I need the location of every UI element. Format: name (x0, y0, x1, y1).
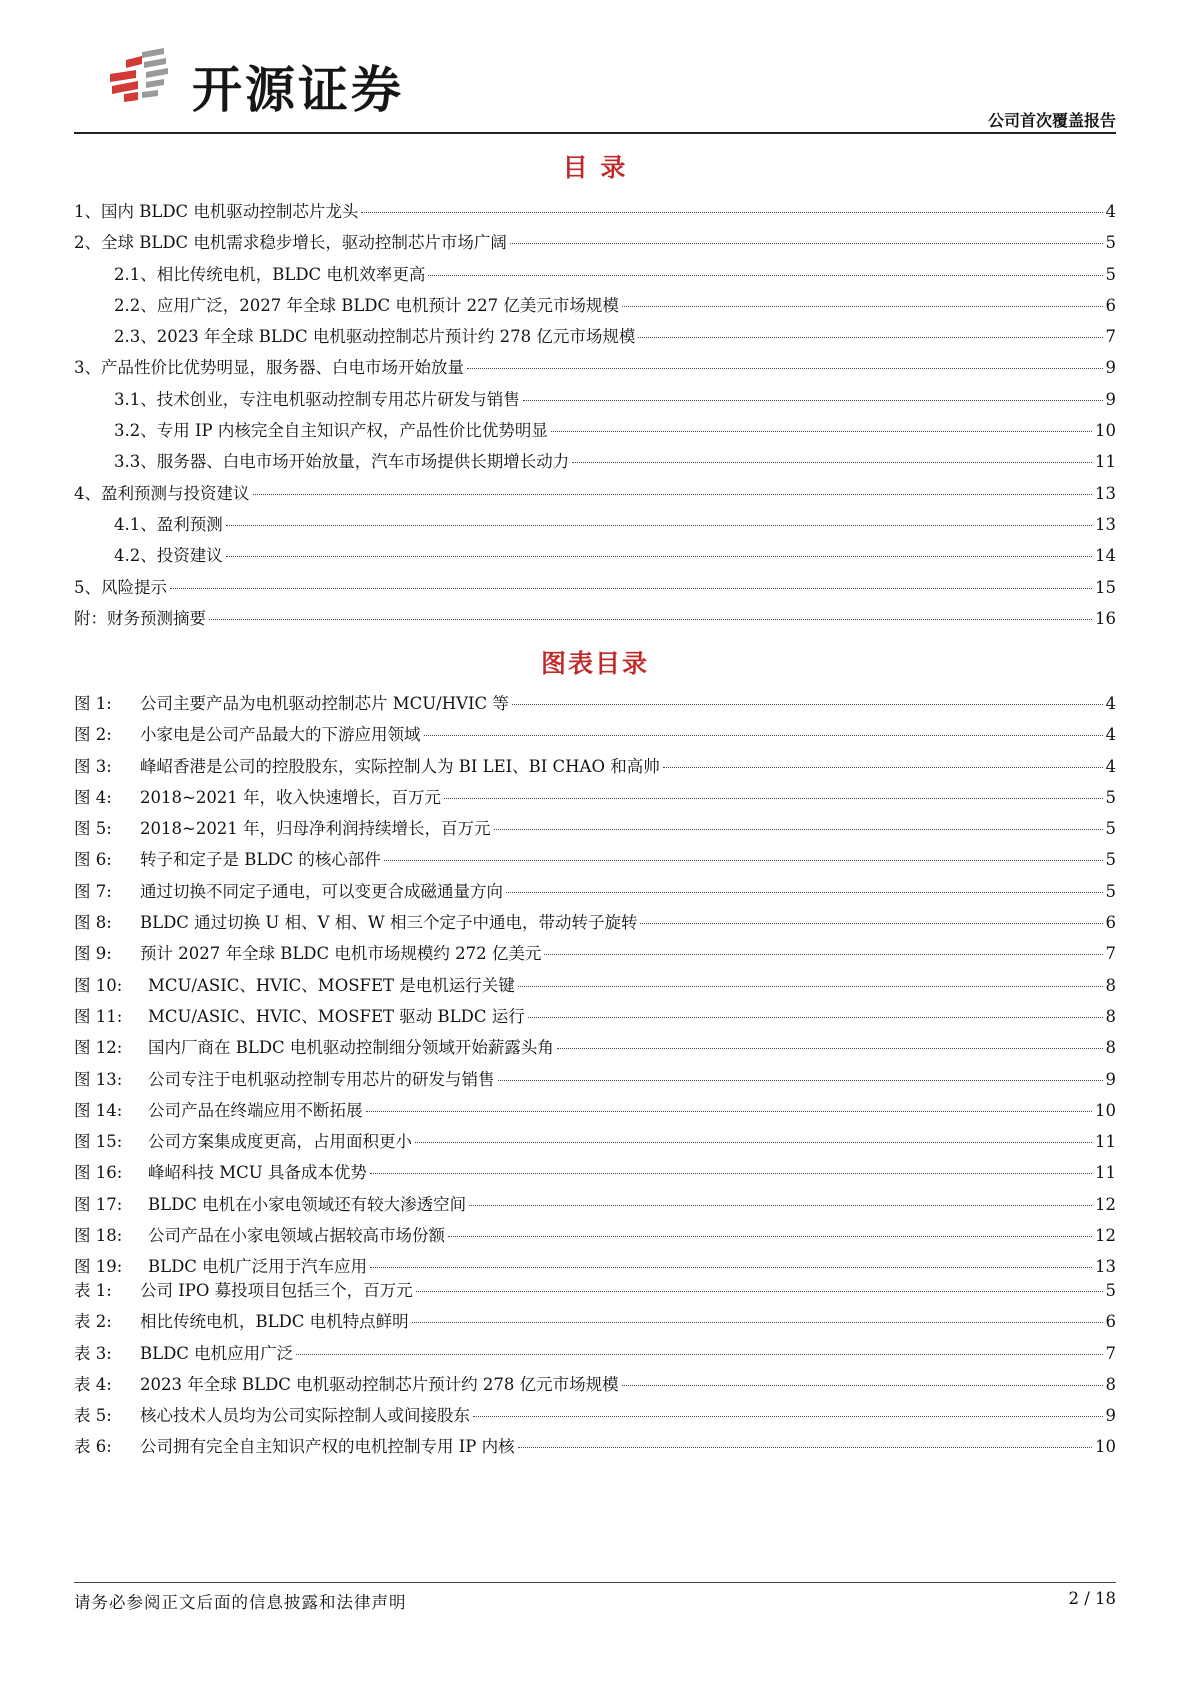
entry-label (74, 719, 421, 750)
entry-page-number: 10 (1095, 1100, 1116, 1120)
entry-text: 3.1、技术创业，专注电机驱动控制专用芯片研发与销售 (114, 389, 520, 409)
figures-title: 图表目录 (540, 649, 649, 678)
entry-number: 表 2: (74, 1312, 112, 1332)
entry-label (74, 1095, 363, 1126)
list-item[interactable] (74, 1306, 1116, 1337)
entry-page-number: 15 (1095, 577, 1116, 597)
entry-label (74, 1220, 445, 1251)
list-item[interactable] (74, 1189, 1116, 1220)
list-item[interactable] (74, 1001, 1116, 1032)
entry-text: BLDC 电机在小家电领域还有较大渗透空间 (148, 1194, 467, 1214)
entry-text: 4、盈利预测与投资建议 (74, 483, 250, 503)
toc-title: 目 录 (562, 153, 628, 182)
report-type: 公司首次覆盖报告 (987, 111, 1116, 130)
entry-page-number: 13 (1095, 1257, 1116, 1277)
entry-text: 峰岹香港是公司的控股股东，实际控制人为 BI LEI、BI CHAO 和高帅 (140, 756, 660, 776)
entry-text: 3.2、专用 IP 内核完全自主知识产权，产品性价比优势明显 (114, 421, 548, 441)
entry-number: 表 1: (74, 1281, 112, 1300)
entry-number: 表 5: (74, 1406, 112, 1426)
entry-text: BLDC 电机应用广泛 (140, 1343, 294, 1363)
dot-leader (253, 494, 1093, 495)
entry-label (74, 478, 250, 509)
entry-page-number: 5 (1105, 1281, 1116, 1300)
dot-leader (518, 1447, 1092, 1448)
entry-text: 转子和定子是 BLDC 的核心部件 (140, 850, 381, 870)
dot-leader (361, 212, 1102, 213)
list-item[interactable] (74, 290, 1116, 321)
list-item[interactable] (74, 688, 1116, 719)
entry-page-number: 5 (1105, 787, 1116, 807)
entry-label (74, 603, 206, 634)
dot-leader (424, 735, 1103, 736)
entry-number: 表 4: (74, 1374, 112, 1394)
entry-page-number: 5 (1105, 881, 1116, 901)
entry-label (74, 1338, 293, 1369)
entry-page-number: 14 (1095, 546, 1116, 566)
dot-leader (506, 892, 1103, 893)
entry-text: 小家电是公司产品最大的下游应用领域 (140, 725, 421, 745)
entry-text: 3、产品性价比优势明显，服务器、白电市场开始放量 (74, 358, 464, 378)
dot-leader (512, 704, 1103, 705)
entry-text: 公司主要产品为电机驱动控制芯片 MCU/HVIC 等 (140, 694, 509, 713)
entry-label (74, 1032, 554, 1063)
entry-number: 图 18: (74, 1226, 123, 1246)
dot-leader (296, 1354, 1102, 1355)
entry-page-number: 4 (1105, 725, 1116, 745)
entry-label (74, 688, 509, 719)
footer-disclaimer: 请务必参阅正文后面的信息披露和法律声明 (74, 1593, 407, 1612)
entry-text: 5、风险提示 (74, 577, 167, 597)
entry-text: 公司产品在终端应用不断拓展 (148, 1100, 363, 1120)
entry-label (74, 1126, 412, 1157)
list-item[interactable] (74, 844, 1116, 875)
entry-label (74, 907, 637, 938)
dot-leader (551, 431, 1092, 432)
entry-page-number: 9 (1105, 1069, 1116, 1089)
list-item[interactable] (74, 1400, 1116, 1431)
entry-text: 3.3、服务器、白电市场开始放量，汽车市场提供长期增长动力 (114, 452, 570, 472)
entry-label (74, 1400, 470, 1431)
entry-page-number: 9 (1105, 358, 1116, 378)
dot-leader (469, 1205, 1092, 1206)
entry-label (74, 782, 441, 813)
entry-page-number: 6 (1105, 295, 1116, 315)
entry-label (74, 1157, 367, 1188)
dot-leader (557, 1048, 1103, 1049)
list-item[interactable] (74, 1064, 1116, 1095)
entry-number: 表 3: (74, 1343, 112, 1363)
list-item[interactable] (74, 352, 1116, 383)
entry-number: 图 4: (74, 787, 112, 807)
entry-label (74, 876, 503, 907)
entry-page-number: 6 (1105, 1312, 1116, 1332)
list-item[interactable] (74, 1126, 1116, 1157)
dot-leader (384, 860, 1103, 861)
list-item[interactable] (74, 1431, 1116, 1462)
entry-label (74, 844, 381, 875)
list-item[interactable] (74, 478, 1116, 509)
entry-text: 通过切换不同定子通电，可以变更合成磁通量方向 (140, 881, 503, 901)
list-item[interactable] (74, 1275, 1116, 1306)
entry-text: MCU/ASIC、HVIC、MOSFET 驱动 BLDC 运行 (148, 1006, 525, 1026)
entry-label (74, 813, 491, 844)
list-item[interactable] (74, 782, 1116, 813)
entry-number: 图 7: (74, 881, 112, 901)
list-item[interactable] (74, 603, 1116, 634)
entry-text: 国内厂商在 BLDC 电机驱动控制细分领域开始薪露头角 (148, 1038, 554, 1058)
entry-page-number: 5 (1105, 819, 1116, 839)
entry-label (74, 1431, 515, 1462)
entry-page-number: 13 (1095, 514, 1116, 534)
entry-label (114, 540, 223, 571)
entry-number: 图 15: (74, 1132, 123, 1152)
dot-leader (226, 556, 1092, 557)
entry-label (114, 509, 223, 540)
entry-page-number: 13 (1095, 483, 1116, 503)
dot-leader (640, 923, 1102, 924)
entry-number: 图 8: (74, 913, 112, 933)
entry-label (114, 259, 425, 290)
entry-page-number: 9 (1105, 1406, 1116, 1426)
entry-label (114, 321, 635, 352)
entry-text: 相比传统电机，BLDC 电机特点鲜明 (140, 1312, 409, 1332)
entry-number: 图 5: (74, 819, 112, 839)
entry-text: 附：财务预测摘要 (74, 608, 206, 628)
entry-number: 图 12: (74, 1038, 123, 1058)
dot-leader (366, 1111, 1093, 1112)
entry-page-number: 10 (1095, 1437, 1116, 1457)
list-item[interactable] (74, 876, 1116, 907)
entry-page-number: 9 (1105, 389, 1116, 409)
dot-leader (523, 400, 1103, 401)
entry-text: 公司方案集成度更高，占用面积更小 (148, 1132, 412, 1152)
list-item[interactable] (74, 813, 1116, 844)
entry-page-number: 12 (1095, 1194, 1116, 1214)
entry-text: 2、全球 BLDC 电机需求稳步增长，驱动控制芯片市场广阔 (74, 233, 507, 253)
entry-label (74, 1064, 495, 1095)
entry-text: 2.1、相比传统电机，BLDC 电机效率更高 (114, 264, 426, 284)
entry-text: 2023 年全球 BLDC 电机驱动控制芯片预计约 278 亿元市场规模 (140, 1374, 619, 1394)
list-item[interactable] (74, 751, 1116, 782)
list-item[interactable] (74, 446, 1116, 477)
dot-leader (209, 619, 1092, 620)
list-item[interactable] (74, 572, 1116, 603)
entry-label (74, 572, 167, 603)
dot-leader (467, 368, 1103, 369)
dot-leader (518, 986, 1103, 987)
dot-leader (528, 1017, 1103, 1018)
entry-number: 图 17: (74, 1194, 123, 1214)
dot-leader (448, 1236, 1092, 1237)
entry-number: 图 2: (74, 725, 112, 745)
list-item[interactable] (74, 1369, 1116, 1400)
entry-text: 公司拥有完全自主知识产权的电机控制专用 IP 内核 (140, 1437, 515, 1457)
dot-leader (170, 588, 1092, 589)
list-item[interactable] (74, 938, 1116, 969)
entry-page-number: 4 (1105, 756, 1116, 776)
header-divider (74, 132, 1116, 134)
entry-number: 图 19: (74, 1257, 123, 1277)
dot-leader (498, 1080, 1103, 1081)
entry-page-number: 10 (1095, 421, 1116, 441)
dot-leader (510, 243, 1103, 244)
dot-leader (473, 1416, 1103, 1417)
list-item[interactable] (74, 907, 1116, 938)
list-item[interactable] (74, 1157, 1116, 1188)
list-item[interactable] (74, 1338, 1116, 1369)
toc-list (74, 196, 1116, 634)
dot-leader (415, 1142, 1092, 1143)
entry-page-number: 7 (1105, 1343, 1116, 1363)
list-item[interactable] (74, 415, 1116, 446)
dot-leader (444, 798, 1102, 799)
entry-text: 公司产品在小家电领域占据较高市场份额 (148, 1226, 445, 1246)
entry-label (74, 1369, 619, 1400)
entry-text: 2018~2021 年，收入快速增长，百万元 (140, 787, 442, 807)
list-item[interactable] (74, 1032, 1116, 1063)
list-item[interactable] (74, 1220, 1116, 1251)
entry-label (74, 1189, 466, 1220)
dot-leader (416, 1291, 1103, 1292)
entry-text: 公司 IPO 募投项目包括三个，百万元 (140, 1281, 413, 1300)
dot-leader (494, 829, 1103, 830)
entry-page-number: 6 (1105, 913, 1116, 933)
entry-page-number: 4 (1105, 694, 1116, 713)
dot-leader (412, 1322, 1103, 1323)
entry-text: 1、国内 BLDC 电机驱动控制芯片龙头 (74, 202, 359, 221)
entry-page-number: 11 (1095, 1163, 1116, 1183)
dot-leader (663, 767, 1103, 768)
entry-label (114, 446, 569, 477)
entry-label (74, 1001, 525, 1032)
list-item[interactable] (74, 321, 1116, 352)
list-item[interactable] (74, 196, 1116, 227)
entry-text: BLDC 电机广泛用于汽车应用 (148, 1257, 368, 1277)
entry-page-number: 8 (1105, 975, 1116, 995)
entry-text: 4.2、投资建议 (114, 546, 223, 566)
entry-text: 2.3、2023 年全球 BLDC 电机驱动控制芯片预计约 278 亿元市场规模 (114, 327, 636, 347)
entry-label (114, 290, 619, 321)
dot-leader (370, 1173, 1092, 1174)
dot-leader (226, 525, 1092, 526)
list-item[interactable] (74, 509, 1116, 540)
entry-page-number: 5 (1105, 850, 1116, 870)
entry-page-number: 8 (1105, 1038, 1116, 1058)
entry-number: 图 14: (74, 1100, 123, 1120)
entry-number: 图 16: (74, 1163, 123, 1183)
entry-page-number: 5 (1105, 264, 1116, 284)
entry-label (74, 1306, 409, 1337)
entry-page-number: 7 (1105, 327, 1116, 347)
dot-leader (622, 1385, 1103, 1386)
entry-label (74, 196, 358, 227)
entry-text: 核心技术人员均为公司实际控制人或间接股东 (140, 1406, 470, 1426)
list-item[interactable] (74, 384, 1116, 415)
brand-name: 开源证券 (192, 61, 404, 119)
entry-label (114, 384, 520, 415)
entry-label (74, 970, 515, 1001)
tables-list (74, 1275, 1116, 1463)
entry-text: 2018~2021 年，归母净利润持续增长，百万元 (140, 819, 491, 839)
entry-number: 表 6: (74, 1437, 112, 1457)
page-header (74, 30, 1116, 136)
entry-number: 图 10: (74, 975, 123, 995)
entry-text: 2.2、应用广泛，2027 年全球 BLDC 电机预计 227 亿美元市场规模 (114, 295, 619, 315)
entry-label (114, 415, 548, 446)
entry-page-number: 8 (1105, 1374, 1116, 1394)
entry-page-number: 16 (1095, 608, 1116, 628)
kaiyuan-logo-icon (102, 44, 182, 108)
entry-text: 预计 2027 年全球 BLDC 电机市场规模约 272 亿美元 (140, 944, 542, 964)
entry-text: 公司专注于电机驱动控制专用芯片的研发与销售 (148, 1069, 495, 1089)
entry-number: 图 9: (74, 944, 112, 964)
dot-leader (544, 954, 1102, 955)
entry-page-number: 11 (1095, 452, 1116, 472)
list-item[interactable] (74, 227, 1116, 258)
entry-page-number: 11 (1095, 1132, 1116, 1152)
entry-number: 图 13: (74, 1069, 123, 1089)
list-item[interactable] (74, 1095, 1116, 1126)
dot-leader (370, 1267, 1092, 1268)
entry-label (74, 1275, 413, 1306)
entry-page-number: 12 (1095, 1226, 1116, 1246)
dot-leader (428, 275, 1102, 276)
dot-leader (638, 337, 1102, 338)
entry-number: 图 11: (74, 1006, 123, 1026)
entry-text: MCU/ASIC、HVIC、MOSFET 是电机运行关键 (148, 975, 515, 995)
list-item[interactable] (74, 540, 1116, 571)
entry-page-number: 8 (1105, 1006, 1116, 1026)
entry-number: 图 1: (74, 694, 112, 713)
entry-label (74, 227, 507, 258)
page-indicator: 2 / 18 (1068, 1589, 1116, 1608)
list-item[interactable] (74, 970, 1116, 1001)
footer-divider (74, 1582, 1116, 1583)
entry-text: BLDC 通过切换 U 相、V 相、W 相三个定子中通电，带动转子旋转 (140, 913, 638, 933)
dot-leader (572, 462, 1092, 463)
entry-text: 4.1、盈利预测 (114, 514, 223, 534)
list-item[interactable] (74, 259, 1116, 290)
figures-list (74, 688, 1116, 1283)
list-item[interactable] (74, 719, 1116, 750)
entry-label (74, 352, 464, 383)
entry-page-number: 4 (1105, 202, 1116, 221)
entry-number: 图 6: (74, 850, 112, 870)
entry-label (74, 938, 541, 969)
dot-leader (622, 306, 1103, 307)
entry-text: 峰岹科技 MCU 具备成本优势 (148, 1163, 367, 1183)
entry-page-number: 5 (1105, 233, 1116, 253)
entry-label (74, 751, 660, 782)
entry-page-number: 7 (1105, 944, 1116, 964)
entry-number: 图 3: (74, 756, 112, 776)
